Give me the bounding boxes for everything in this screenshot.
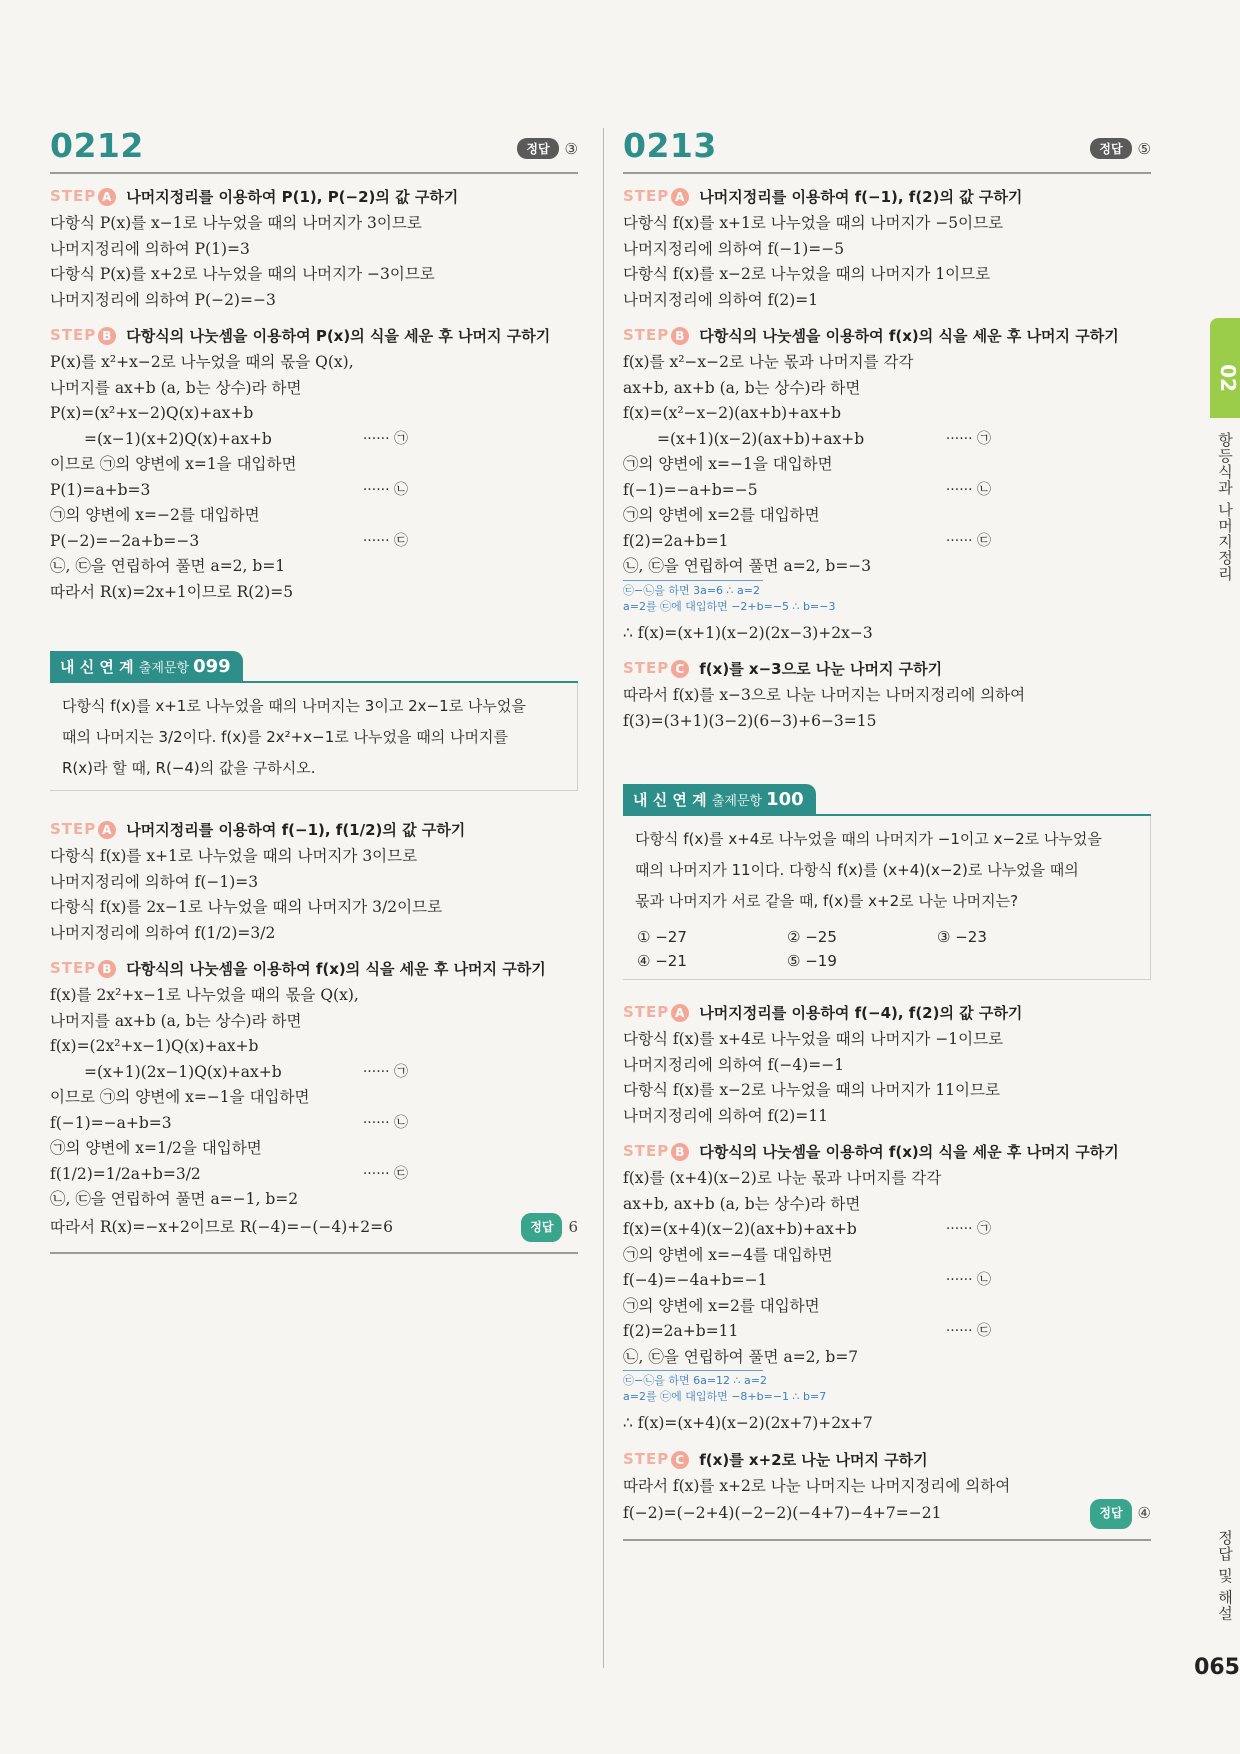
left-column [50, 120, 578, 1254]
solution-line: ax+b, ax+b (a, b는 상수)라 하면 [623, 378, 861, 397]
equation-marker: ······ ㉠ [945, 430, 991, 447]
equation-marker: ······ ㉠ [945, 1221, 991, 1237]
linked-problem-label: 내 신 연 계 출제문항 100 [623, 784, 816, 814]
equation-marker: ······ ㉢ [362, 1165, 408, 1182]
linked-problem-100 [623, 784, 1151, 980]
choice: ① −27 [637, 928, 687, 946]
note-line: ㉢−㉡을 하면 3a=6 ∴ a=2 [623, 583, 760, 597]
solution-line: f(−4)=−4a+b=−1 ······ ㉡ [623, 1268, 1151, 1294]
problem-line: 때의 나머지는 3/2이다. f(x)를 2x²+x−1로 나누었을 때의 나머지를 [62, 728, 508, 746]
equation-marker: ······ ㉡ [945, 481, 991, 498]
solution-line: P(−2)=−2a+b=−3 ······ ㉢ [50, 529, 578, 555]
problem-line: 다항식 f(x)를 x+1로 나누었을 때의 나머지는 3이고 2x−1로 나누었을 [62, 697, 526, 715]
solution-line: f(x)=(x+4)(x−2)(ax+b)+ax+b ······ ㉠ [623, 1217, 1151, 1243]
solution-line: f(x)=(2x²+x−1)Q(x)+ax+b [50, 1037, 259, 1055]
answer-label: 정답 [517, 138, 558, 159]
solution-line: ㉠의 양변에 x=−2를 대입하면 [50, 506, 260, 524]
solution-line: 나머지정리에 의하여 f(2)=11 [623, 1106, 829, 1125]
choice: ③ −23 [937, 928, 987, 946]
solution-line: 나머지정리에 의하여 f(−1)=−5 [623, 239, 845, 258]
answer-value: ⑤ [1137, 139, 1151, 158]
solution-line: 이므로 ㉠의 양변에 x=−1을 대입하면 [50, 1088, 310, 1106]
solution-line: 이므로 ㉠의 양변에 x=1을 대입하면 [50, 455, 297, 473]
solution-line: ㉡, ㉢을 연립하여 풀면 a=2, b=7 [623, 1347, 859, 1366]
equation-marker: ······ ㉡ [945, 1272, 991, 1288]
solution-line: f(−1)=−a+b=−5 ······ ㉡ [623, 478, 1151, 504]
step-tag: STEP B [50, 326, 116, 345]
step-a-header [50, 819, 578, 840]
answer-badge [1090, 1499, 1151, 1529]
solution-line: 따라서 f(x)를 x+2로 나눈 나머지는 나머지정리에 의하여 [623, 1476, 1011, 1495]
solution-line: f(x)=(x²−x−2)(ax+b)+ax+b [623, 404, 842, 422]
section-end-rule [50, 1252, 578, 1254]
problem-number: 0212 [50, 126, 144, 165]
solution-line: ㉠의 양변에 x=2를 대입하면 [623, 506, 820, 524]
answer-label: 정답 [1090, 1499, 1131, 1529]
step-a-header [623, 186, 1151, 207]
solution-line: P(1)=a+b=3 ······ ㉡ [50, 478, 578, 504]
solution-line: 따라서 R(x)=2x+1이므로 R(2)=5 [50, 582, 294, 601]
problem-line: 몫과 나머지가 서로 같을 때, f(x)를 x+2로 나눈 나머지는? [635, 892, 1019, 910]
solution-line: ㉠의 양변에 x=1/2을 대입하면 [50, 1139, 262, 1157]
step-b-header [50, 958, 578, 979]
solution-line: P(x)=(x²+x−2)Q(x)+ax+b [50, 404, 254, 422]
step-b-body [50, 983, 578, 1242]
problem-line: R(x)라 할 때, R(−4)의 값을 구하시오. [62, 759, 316, 777]
problem-header-0213 [623, 120, 1151, 174]
step-c-body [623, 683, 1151, 734]
step-tag: STEP A [50, 187, 116, 206]
solution-line: ∴ f(x)=(x+4)(x−2)(2x+7)+2x+7 [623, 1414, 873, 1432]
solution-line: ㉠의 양변에 x=−4를 대입하면 [623, 1245, 833, 1264]
step-title: f(x)를 x+2로 나눈 나머지 구하기 [699, 1450, 928, 1469]
step-title: 나머지정리를 이용하여 f(−4), f(2)의 값 구하기 [699, 1004, 1023, 1022]
linked-problem-text [50, 683, 578, 791]
step-c-body [623, 1474, 1151, 1529]
solution-line: =(x−1)(x+2)Q(x)+ax+b ······ ㉠ [50, 427, 578, 453]
solution-line: 따라서 f(x)를 x−3으로 나눈 나머지는 나머지정리에 의하여 [623, 686, 1026, 704]
equation-marker: ······ ㉡ [362, 481, 408, 498]
page-number: 065 [1194, 1655, 1240, 1680]
equation-marker: ······ ㉢ [945, 1323, 991, 1339]
solution-line: 다항식 f(x)를 x+1로 나누었을 때의 나머지가 3이므로 [50, 847, 418, 865]
problem-line: 때의 나머지가 11이다. 다항식 f(x)를 (x+4)(x−2)로 나누었을 때의 [635, 861, 1079, 879]
solution-line: ㉡, ㉢을 연립하여 풀면 a=2, b=−3 [623, 557, 872, 575]
step-a-header [50, 186, 578, 207]
solution-line: 다항식 f(x)를 2x−1로 나누었을 때의 나머지가 3/2이므로 [50, 898, 443, 916]
answer-value: ③ [564, 139, 578, 158]
problem-line: 다항식 f(x)를 x+4로 나누었을 때의 나머지가 −1이고 x−2로 나누었을 [635, 830, 1102, 848]
solution-line: f(3)=(3+1)(3−2)(6−3)+6−3=15 [623, 711, 877, 730]
step-title: 다항식의 나눗셈을 이용하여 f(x)의 식을 세운 후 나머지 구하기 [126, 960, 546, 978]
chapter-title: 항등식과 나머지정리 [1216, 432, 1234, 582]
step-a-body [623, 211, 1151, 313]
step-b-header [623, 325, 1151, 346]
solution-line: 나머지를 ax+b (a, b는 상수)라 하면 [50, 378, 302, 397]
solution-line: ㉠의 양변에 x=−1을 대입하면 [623, 455, 833, 473]
solution-line: 다항식 f(x)를 x−2로 나누었을 때의 나머지가 1이므로 [623, 265, 991, 283]
choice: ⑤ −19 [787, 952, 837, 970]
solution-line: P(x)를 x²+x−2로 나누었을 때의 몫을 Q(x), [50, 353, 354, 371]
answer-value: ④ [1137, 1504, 1151, 1522]
equation-marker: ······ ㉠ [362, 430, 408, 447]
solution-line: 나머지정리에 의하여 f(2)=1 [623, 290, 819, 309]
step-tag: STEP A [623, 1003, 689, 1022]
linked-problem-label: 내 신 연 계 출제문항 099 [50, 651, 243, 681]
chapter-tab [1210, 318, 1240, 418]
section-end-rule [623, 1539, 1151, 1541]
solution-line: 나머지정리에 의하여 f(−1)=3 [50, 872, 259, 891]
step-tag: STEP B [623, 1142, 689, 1161]
answer-choices [635, 925, 1140, 973]
step-a-body [50, 844, 578, 946]
equation-marker: ······ ㉢ [945, 532, 991, 549]
step-a-header [623, 1002, 1151, 1023]
solution-line: 나머지를 ax+b (a, b는 상수)라 하면 [50, 1011, 302, 1030]
choice: ④ −21 [637, 952, 687, 970]
linked-problem-header [623, 784, 1151, 816]
solution-line: f(−1)=−a+b=3 ······ ㉡ [50, 1111, 578, 1137]
solution-line: =(x+1)(2x−1)Q(x)+ax+b ······ ㉠ [50, 1060, 578, 1086]
step-tag: STEP A [623, 187, 689, 206]
solution-line: f(x)를 x²−x−2로 나눈 몫과 나머지를 각각 [623, 353, 914, 371]
step-title: 나머지정리를 이용하여 P(1), P(−2)의 값 구하기 [126, 188, 459, 206]
note-line: a=2를 ㉢에 대입하면 −2+b=−5 ∴ b=−3 [623, 599, 836, 613]
solution-line: ㉡, ㉢을 연립하여 풀면 a=−1, b=2 [50, 1190, 299, 1208]
step-tag: STEP B [50, 959, 116, 978]
step-tag: STEP C [623, 1450, 689, 1469]
step-c-header [623, 658, 1151, 679]
answer-label: 정답 [1090, 138, 1131, 159]
step-b-body [623, 1166, 1151, 1437]
solution-line: ㉠의 양변에 x=2를 대입하면 [623, 1296, 820, 1315]
equation-marker: ······ ㉡ [362, 1114, 408, 1131]
solution-line: ∴ f(x)=(x+1)(x−2)(2x−3)+2x−3 [623, 623, 873, 642]
step-a-body [623, 1027, 1151, 1129]
solution-line: 다항식 f(x)를 x+4로 나누었을 때의 나머지가 −1이므로 [623, 1030, 1004, 1048]
linked-problem-text [623, 816, 1151, 980]
side-note [623, 1370, 827, 1405]
step-title: 나머지정리를 이용하여 f(−1), f(2)의 값 구하기 [699, 188, 1023, 206]
solution-line: 다항식 f(x)를 x+1로 나누었을 때의 나머지가 −5이므로 [623, 214, 1004, 232]
step-b-body [50, 350, 578, 605]
solution-line: =(x+1)(x−2)(ax+b)+ax+b ······ ㉠ [623, 427, 1151, 453]
step-b-body [623, 350, 1151, 646]
step-title: 다항식의 나눗셈을 이용하여 P(x)의 식을 세운 후 나머지 구하기 [126, 327, 551, 345]
problem-header-0212 [50, 120, 578, 174]
column-divider [603, 128, 604, 1668]
solution-line: 다항식 P(x)를 x−1로 나누었을 때의 나머지가 3이므로 [50, 214, 422, 232]
chapter-number: 02 [1215, 364, 1240, 392]
step-title: 나머지정리를 이용하여 f(−1), f(1/2)의 값 구하기 [126, 821, 466, 839]
note-line: ㉢−㉡을 하면 6a=12 ∴ a=2 [623, 1374, 767, 1387]
solution-line: 다항식 P(x)를 x+2로 나누었을 때의 나머지가 −3이므로 [50, 265, 435, 283]
solution-line: f(2)=2a+b=1 ······ ㉢ [623, 529, 1151, 555]
note-line: a=2를 ㉢에 대입하면 −8+b=−1 ∴ b=7 [623, 1390, 827, 1403]
step-b-header [623, 1141, 1151, 1162]
answer-value: 6 [568, 1217, 578, 1236]
step-c-header [623, 1449, 1151, 1470]
linked-problem-099 [50, 651, 578, 791]
solution-line: 나머지정리에 의하여 f(1/2)=3/2 [50, 923, 276, 942]
equation-marker: ······ ㉠ [362, 1063, 408, 1080]
equation-marker: ······ ㉢ [362, 532, 408, 549]
solution-line: 나머지정리에 의하여 f(−4)=−1 [623, 1055, 845, 1074]
answer-badge [517, 138, 578, 159]
solution-line: f(x)를 2x²+x−1로 나누었을 때의 몫을 Q(x), [50, 986, 359, 1004]
final-answer-line: 따라서 R(x)=−x+2이므로 R(−4)=−(−4)+2=6 정답 6 [50, 1213, 578, 1243]
solution-line: f(2)=2a+b=11 ······ ㉢ [623, 1319, 1151, 1345]
solution-line: 다항식 f(x)를 x−2로 나누었을 때의 나머지가 11이므로 [623, 1081, 1000, 1099]
solution-line: 나머지정리에 의하여 P(−2)=−3 [50, 290, 276, 309]
step-title: 다항식의 나눗셈을 이용하여 f(x)의 식을 세운 후 나머지 구하기 [699, 1143, 1119, 1161]
solution-line: ㉡, ㉢을 연립하여 풀면 a=2, b=1 [50, 557, 286, 575]
choice: ② −25 [787, 928, 837, 946]
side-note [623, 580, 836, 615]
final-answer-line: f(−2)=(−2+4)(−2−2)(−4+7)−4+7=−21 정답 ④ [623, 1499, 1151, 1529]
right-column [623, 120, 1151, 1541]
step-title: f(x)를 x−3으로 나눈 나머지 구하기 [699, 660, 943, 678]
solution-line: f(x)를 (x+4)(x−2)로 나눈 몫과 나머지를 각각 [623, 1169, 942, 1187]
step-tag: STEP A [50, 820, 116, 839]
answer-label: 정답 [521, 1213, 562, 1243]
step-b-header [50, 325, 578, 346]
step-tag: STEP B [623, 326, 689, 345]
section-title: 정답 및 해설 [1216, 1530, 1234, 1622]
solution-line: ax+b, ax+b (a, b는 상수)라 하면 [623, 1194, 861, 1213]
step-a-body [50, 211, 578, 313]
solution-line: f(1/2)=1/2a+b=3/2 ······ ㉢ [50, 1162, 578, 1188]
answer-badge [1090, 138, 1151, 159]
step-title: 다항식의 나눗셈을 이용하여 f(x)의 식을 세운 후 나머지 구하기 [699, 327, 1119, 345]
answer-badge [521, 1213, 578, 1243]
step-tag: STEP C [623, 659, 689, 678]
problem-number: 0213 [623, 126, 717, 165]
linked-problem-header [50, 651, 578, 683]
solution-line: 나머지정리에 의하여 P(1)=3 [50, 239, 250, 258]
